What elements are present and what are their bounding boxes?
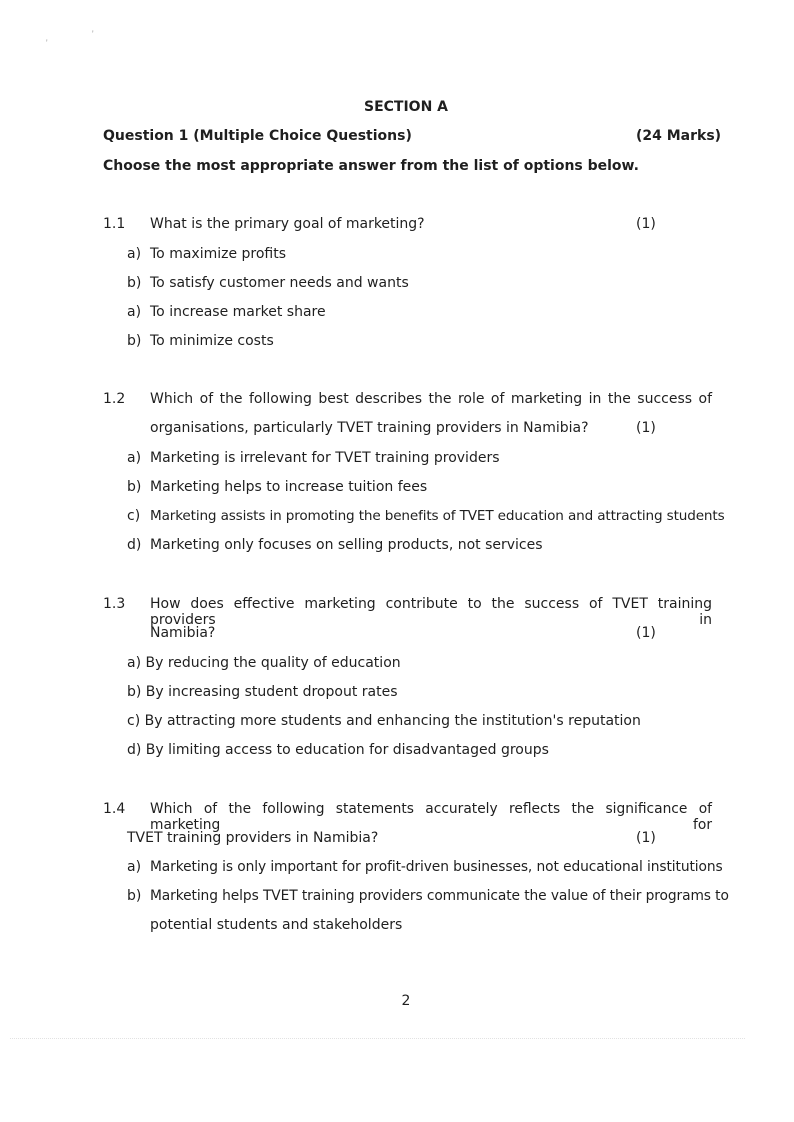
option-letter: a) [127,304,142,320]
page-number: 2 [401,993,411,1009]
question-text: Which of the following best describes the role of marketing in the success of [150,391,712,407]
question-header-marks: (24 Marks) [636,128,722,144]
question-mark: (1) [636,830,656,846]
option-text: To minimize costs [150,333,274,349]
section-title: SECTION A [363,99,448,115]
option-letter: b) [127,333,142,349]
scan-edge-line [10,1038,745,1039]
option-text: To maximize profits [150,246,287,262]
option-text-continued: potential students and stakeholders [150,917,403,933]
option-letter: c) [127,508,141,524]
question-number: 1.4 [103,801,126,817]
question-text: Which of the following statements accurately reflects the significance of marketing for [150,801,712,833]
option-text: c) By attracting more students and enhancing the institution's reputation [127,713,641,729]
question-number: 1.2 [103,391,126,407]
question-text: How does effective marketing contribute to the success of TVET training providers in [150,596,712,628]
option-text: To increase market share [150,304,326,320]
option-text: a) By reducing the quality of education [127,655,401,671]
question-text-continued: TVET training providers in Namibia? [127,830,379,846]
question-text-continued: Namibia? [150,625,216,641]
option-text: Marketing is irrelevant for TVET training providers [150,450,500,466]
option-letter: b) [127,888,142,904]
option-text: d) By limiting access to education for disadvantaged groups [127,742,549,758]
option-letter: b) [127,479,142,495]
question-number: 1.1 [103,216,126,232]
option-letter: a) [127,450,142,466]
option-text: Marketing assists in promoting the benefits of TVET education and attracting students [150,508,725,524]
option-text: Marketing only focuses on selling products, not services [150,537,543,553]
question-text: What is the primary goal of marketing? [150,216,425,232]
option-text: Marketing is only important for profit-driven businesses, not educational institutions [150,859,723,875]
question-mark: (1) [636,420,656,436]
option-letter: a) [127,246,142,262]
scan-mark: ' [46,38,48,48]
option-letter: d) [127,537,142,553]
option-text: Marketing helps TVET training providers communicate the value of their programs to [150,888,729,904]
question-mark: (1) [636,625,656,641]
scan-mark: ' [92,29,94,39]
option-text: Marketing helps to increase tuition fees [150,479,428,495]
option-text: b) By increasing student dropout rates [127,684,398,700]
question-mark: (1) [636,216,656,232]
instruction: Choose the most appropriate answer from the list of options below. [103,158,639,174]
option-text: To satisfy customer needs and wants [150,275,409,291]
option-letter: a) [127,859,142,875]
question-text-continued: organisations, particularly TVET training providers in Namibia? [150,420,589,436]
question-number: 1.3 [103,596,126,612]
question-header-title: Question 1 (Multiple Choice Questions) [103,128,412,144]
option-letter: b) [127,275,142,291]
